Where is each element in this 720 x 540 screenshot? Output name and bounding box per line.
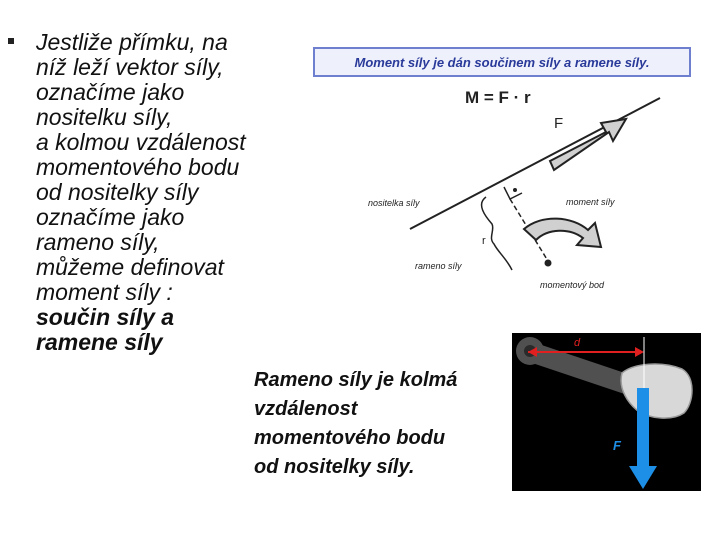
text-line: označíme jako: [36, 204, 185, 230]
caption-line: od nositelky síly.: [254, 456, 415, 478]
force-label: F: [554, 115, 564, 132]
diagram-title: Moment síly je dán součinem síly a ramene síly.: [354, 55, 650, 70]
right-angle-marker: [504, 187, 522, 199]
moment-diagram: [310, 44, 702, 300]
caption-line: vzdálenost: [254, 398, 358, 420]
text-line: můžeme definovat: [36, 254, 224, 280]
text-line: momentového bodu: [36, 154, 240, 180]
caption-line: Rameno síly je kolmá: [254, 369, 458, 391]
arm-label: rameno síly: [415, 261, 462, 271]
force-shaft: [637, 388, 649, 468]
text-line: níž leží vektor síly,: [36, 54, 224, 80]
moment-formula: M = F · r: [465, 88, 531, 107]
arm-r-label: r: [482, 235, 486, 247]
text-line: od nositelky síly: [36, 179, 199, 205]
moment-point: [545, 260, 552, 267]
right-angle-dot: [513, 188, 517, 192]
text-line: a kolmou vzdálenost: [36, 129, 246, 155]
arm-brace: [482, 197, 512, 270]
arm-caption: [254, 366, 457, 482]
bullet-marker: [8, 38, 14, 44]
line-of-action: [410, 98, 660, 229]
rotation-arrow: [524, 219, 601, 247]
line-of-action-label: nositelka síly: [368, 198, 420, 208]
d-label: d: [574, 337, 581, 349]
definition-line: ramene síly: [36, 329, 163, 355]
force-F-label: F: [613, 438, 621, 453]
caption-line: momentového bodu: [254, 427, 446, 449]
text-line: označíme jako: [36, 79, 185, 105]
text-line: nositelku síly,: [36, 104, 173, 130]
point-label: momentový bod: [540, 280, 605, 290]
text-line: moment síly :: [36, 279, 173, 305]
moment-label: moment síly: [566, 197, 615, 207]
definition-line: součin síly a: [36, 304, 175, 330]
text-line: Jestliže přímku, na: [36, 29, 228, 55]
bullet-paragraph: [36, 30, 306, 355]
wrench-photo: [512, 333, 701, 491]
text-line: rameno síly,: [36, 229, 160, 255]
